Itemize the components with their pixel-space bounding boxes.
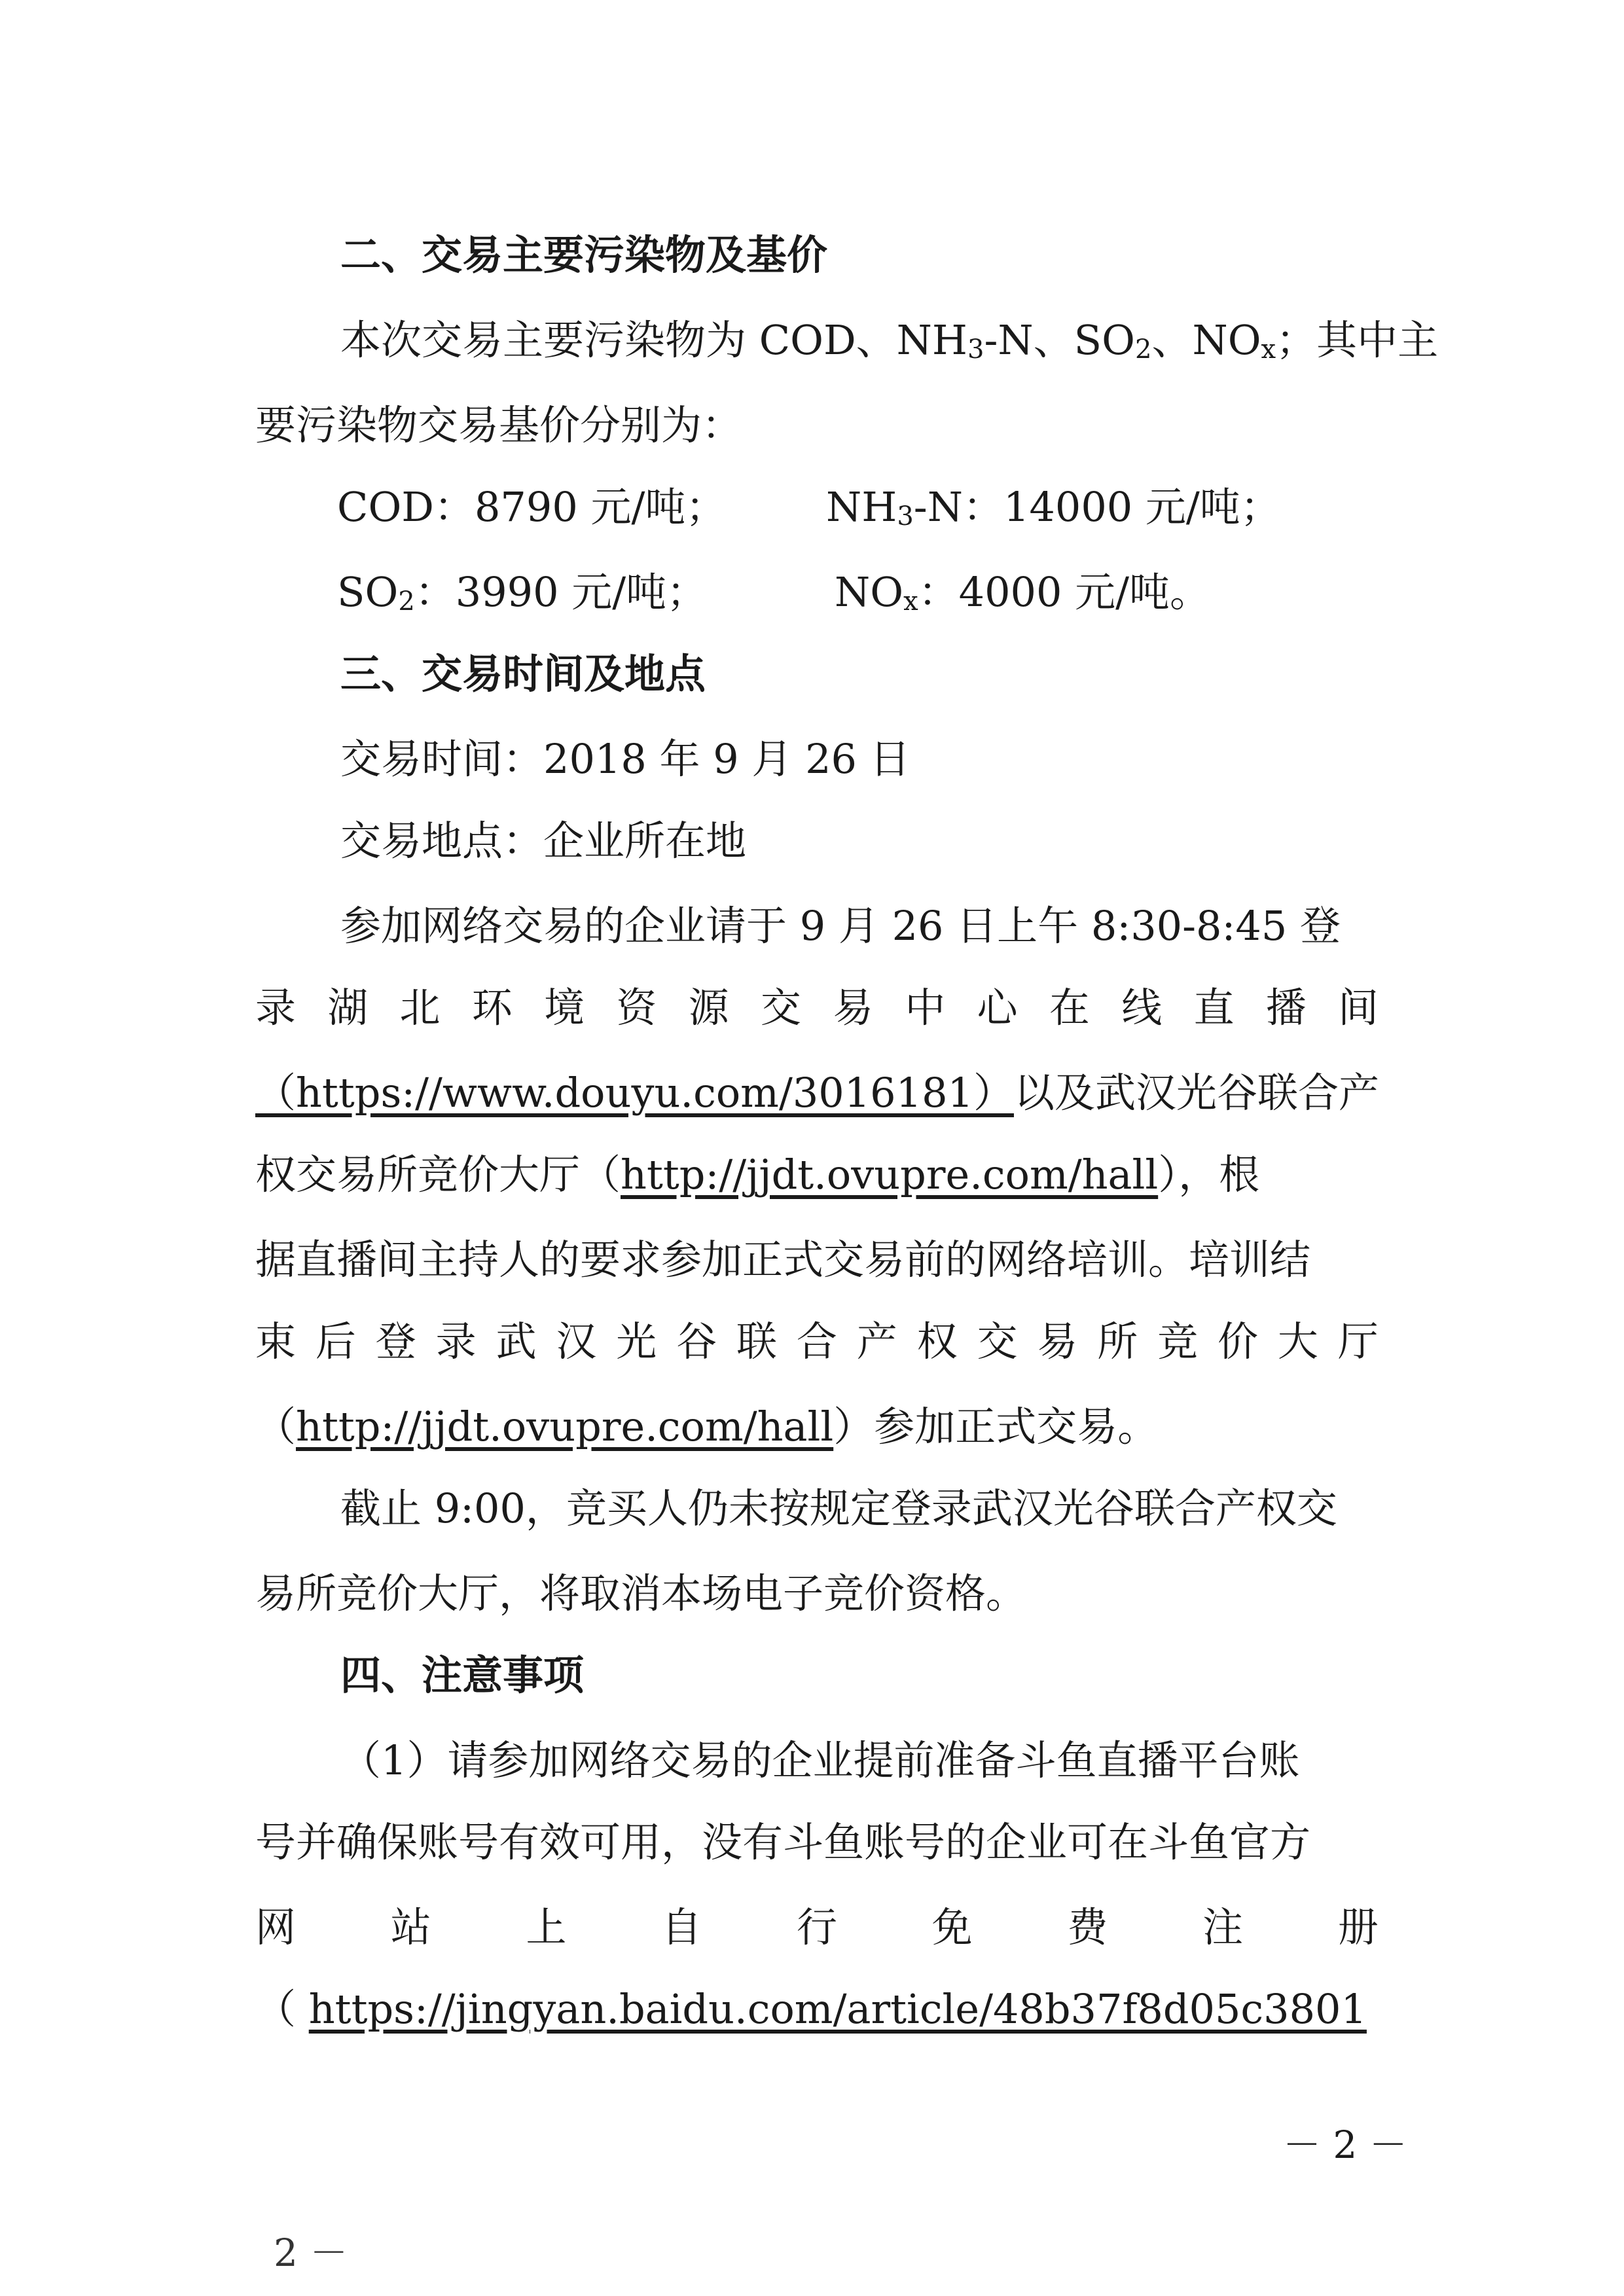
subscript: 2 xyxy=(398,586,415,617)
char: 厅 xyxy=(1337,1318,1379,1365)
text-span: 、NO xyxy=(1151,316,1261,364)
char: 北 xyxy=(399,984,441,1031)
section-2-heading: 二、交易主要污染物及基价 xyxy=(340,231,828,279)
char: 湖 xyxy=(327,984,369,1031)
section-2-paragraph-line-2: 要污染物交易基价分别为： xyxy=(255,401,743,449)
char: 心 xyxy=(977,984,1018,1031)
char: 竞 xyxy=(1157,1318,1199,1365)
char: 大 xyxy=(1277,1318,1318,1365)
section-3-p1-line-4 xyxy=(255,1136,1379,1214)
text-span: （ xyxy=(255,1985,309,2033)
section-4-heading: 四、注意事项 xyxy=(340,1651,585,1699)
text-span: ：4000 元/吨。 xyxy=(918,568,1211,616)
baidu-jingyan-link[interactable]: https://jingyan.baidu.com/article/48b37f8d05c3801 xyxy=(308,1985,1367,2033)
ghost-page-number: 2 － xyxy=(274,2231,348,2275)
subscript: x xyxy=(1261,334,1276,365)
char: 中 xyxy=(905,984,946,1031)
subscript: 3 xyxy=(967,334,984,365)
subscript: 2 xyxy=(1134,334,1152,365)
char: 播 xyxy=(1265,984,1307,1031)
char: 产 xyxy=(856,1318,897,1365)
subscript: x xyxy=(903,586,918,617)
char: 注 xyxy=(1202,1903,1244,1951)
char: 价 xyxy=(1218,1318,1259,1365)
char: 束 xyxy=(255,1318,297,1365)
page-number: － 2 － xyxy=(1283,2123,1407,2167)
text-span: -N、SO xyxy=(984,316,1135,364)
section-3-p1-line-7 xyxy=(255,1388,1379,1466)
char: 册 xyxy=(1337,1903,1379,1951)
price-row-1 xyxy=(0,468,1624,547)
text-span: NO xyxy=(835,568,904,616)
douyu-link[interactable]: （https://www.douyu.com/3016181） xyxy=(255,1069,1014,1117)
char: 环 xyxy=(471,984,513,1031)
char: 合 xyxy=(796,1318,837,1365)
char: 免 xyxy=(931,1903,973,1951)
section-3-p1-line-5: 据直播间主持人的要求参加正式交易前的网络培训。培训结 xyxy=(255,1236,1311,1283)
text-span: （ xyxy=(255,1403,297,1450)
price-row-2 xyxy=(0,553,1624,632)
char: 间 xyxy=(1337,984,1379,1031)
char: 武 xyxy=(496,1318,537,1365)
text-span: SO xyxy=(337,568,399,616)
char: 上 xyxy=(526,1903,567,1951)
section-3-heading: 三、交易时间及地点 xyxy=(340,650,706,698)
char: 在 xyxy=(1049,984,1090,1031)
char: 境 xyxy=(544,984,585,1031)
char: 登 xyxy=(375,1318,416,1365)
char: 谷 xyxy=(676,1318,717,1365)
subscript: 3 xyxy=(897,501,914,531)
char: 资 xyxy=(616,984,657,1031)
text-span: ；其中主 xyxy=(1276,316,1439,364)
price-so2 xyxy=(337,553,707,632)
price-nh3n xyxy=(826,468,1281,547)
char: 易 xyxy=(833,984,874,1031)
text-span: -N：14000 元/吨； xyxy=(913,483,1281,531)
section-4-p1-line-4 xyxy=(255,1970,1379,2049)
char: 录 xyxy=(255,984,297,1031)
char: 权 xyxy=(916,1318,958,1365)
char: 自 xyxy=(661,1903,702,1951)
bidding-hall-link[interactable]: http://jjdt.ovupre.com/hall xyxy=(621,1151,1159,1198)
char: 交 xyxy=(977,1318,1018,1365)
trade-time: 交易时间：2018 年 9 月 26 日 xyxy=(340,735,911,783)
section-3-p1-line-3 xyxy=(255,1054,1379,1132)
char: 交 xyxy=(760,984,801,1031)
text-span: 权交易所竞价大厅（ xyxy=(255,1151,621,1198)
section-3-p1-line-6 xyxy=(255,1302,1379,1381)
char: 录 xyxy=(435,1318,477,1365)
char: 联 xyxy=(736,1318,778,1365)
char: 站 xyxy=(390,1903,431,1951)
text-span: ），根 xyxy=(1158,1151,1260,1198)
text-span: 以及武汉光谷联合产 xyxy=(1013,1069,1379,1117)
section-3-p1-line-1: 参加网络交易的企业请于 9 月 26 日上午 8:30-8:45 登 xyxy=(340,902,1341,950)
char: 网 xyxy=(255,1903,297,1951)
text-span: NH xyxy=(826,483,897,531)
section-3-p2-line-1: 截止 9:00，竞买人仍未按规定登录武汉光谷联合产权交 xyxy=(340,1484,1337,1532)
price-cod: COD：8790 元/吨； xyxy=(337,483,727,531)
section-4-p1-line-2: 号并确保账号有效可用，没有斗鱼账号的企业可在斗鱼官方 xyxy=(255,1818,1311,1866)
text-span: ）参加正式交易。 xyxy=(833,1403,1159,1450)
section-3-p2-line-2: 易所竞价大厅，将取消本场电子竞价资格。 xyxy=(255,1570,1027,1617)
text-span: ：3990 元/吨； xyxy=(414,568,708,616)
section-3-p1-line-2 xyxy=(255,969,1379,1047)
text-span: 本次交易主要污染物为 COD、NH xyxy=(340,316,968,364)
trade-place: 交易地点：企业所在地 xyxy=(340,817,747,865)
bidding-hall-link-2[interactable]: http://jjdt.ovupre.com/hall xyxy=(296,1403,834,1450)
char: 费 xyxy=(1067,1903,1108,1951)
char: 所 xyxy=(1097,1318,1138,1365)
char: 源 xyxy=(688,984,729,1031)
char: 光 xyxy=(616,1318,657,1365)
price-nox xyxy=(835,553,1210,632)
section-2-paragraph-line-1 xyxy=(340,301,1439,380)
char: 线 xyxy=(1121,984,1163,1031)
section-4-p1-line-1: （1）请参加网络交易的企业提前准备斗鱼直播平台账 xyxy=(340,1736,1300,1784)
char: 直 xyxy=(1193,984,1235,1031)
char: 后 xyxy=(315,1318,356,1365)
char: 行 xyxy=(796,1903,837,1951)
char: 易 xyxy=(1037,1318,1078,1365)
char: 汉 xyxy=(556,1318,597,1365)
section-4-p1-line-3 xyxy=(255,1888,1379,1967)
